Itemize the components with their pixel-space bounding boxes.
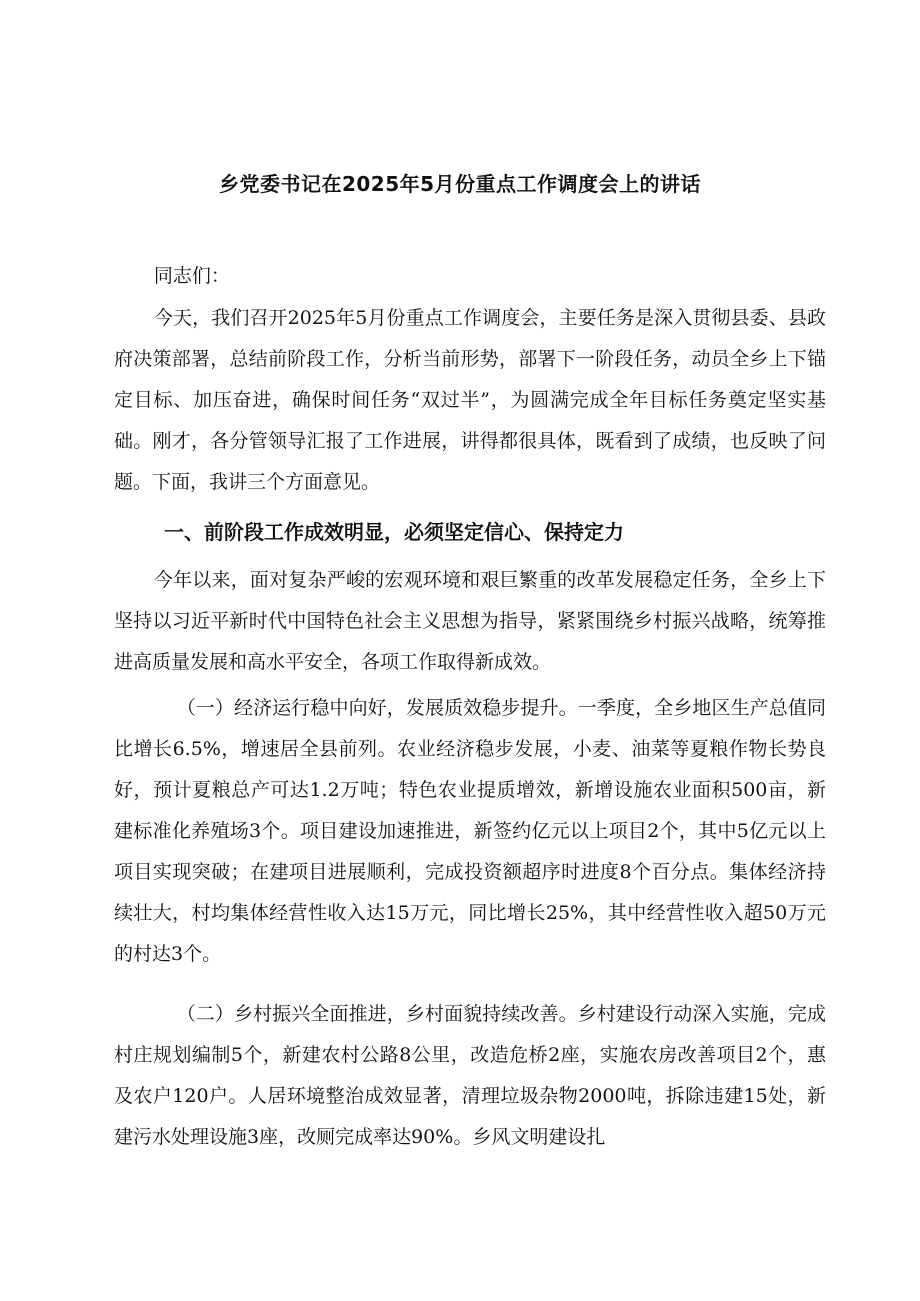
- document-title: 乡党委书记在2025年5月份重点工作调度会上的讲话: [218, 172, 702, 196]
- rural-revitalization-paragraph: （二）乡村振兴全面推进，乡村面貌持续改善。乡村建设行动深入实施，完成村庄规划编制5个，新建农村公路8公里，改造危桥2座，实施农房改善项目2个，惠及农户120户。人居环境整治成效显著，清理垃圾杂物2000吨，拆除违建15处，新建污水处理设施3座，改厕完成率达90%。乡风文明建设扎: [114, 1003, 826, 1148]
- salutation: 同志们：: [153, 265, 230, 287]
- section-heading: 一、前阶段工作成效明显，必须坚定信心、保持定力: [164, 520, 624, 544]
- intro-paragraph: 今天，我们召开2025年5月份重点工作调度会，主要任务是深入贯彻县委、县政府决策部署，总结前阶段工作，分析当前形势，部署下一阶段任务，动员全乡上下锚定目标、加压奋进，确保时间任务“双过半”，为圆满完成全年目标任务奠定坚实基础。刚才，各分管领导汇报了工作进展，讲得都很具体，既看到了成绩，也反映了问题。下面，我讲三个方面意见。: [114, 307, 826, 493]
- economy-paragraph: （一）经济运行稳中向好，发展质效稳步提升。一季度，全乡地区生产总值同比增长6.5%，增速居全县前列。农业经济稳步发展，小麦、油菜等夏粮作物长势良好，预计夏粮总产可达1.2万吨；特色农业提质增效，新增设施农业面积500亩，新建标准化养殖场3个。项目建设加速推进，新签约亿元以上项目2个，其中5亿元以上项目实现突破；在建项目进展顺利，完成投资额超序时进度8个百分点。集体经济持续壮大，村均集体经营性收入达15万元，同比增长25%，其中经营性收入超50万元的村达3个。: [114, 697, 826, 965]
- section-intro-paragraph: 今年以来，面对复杂严峻的宏观环境和艰巨繁重的改革发展稳定任务，全乡上下坚持以习近平新时代中国特色社会主义思想为指导，紧紧围绕乡村振兴战略，统筹推进高质量发展和高水平安全，各项工作取得新成效。: [114, 569, 826, 673]
